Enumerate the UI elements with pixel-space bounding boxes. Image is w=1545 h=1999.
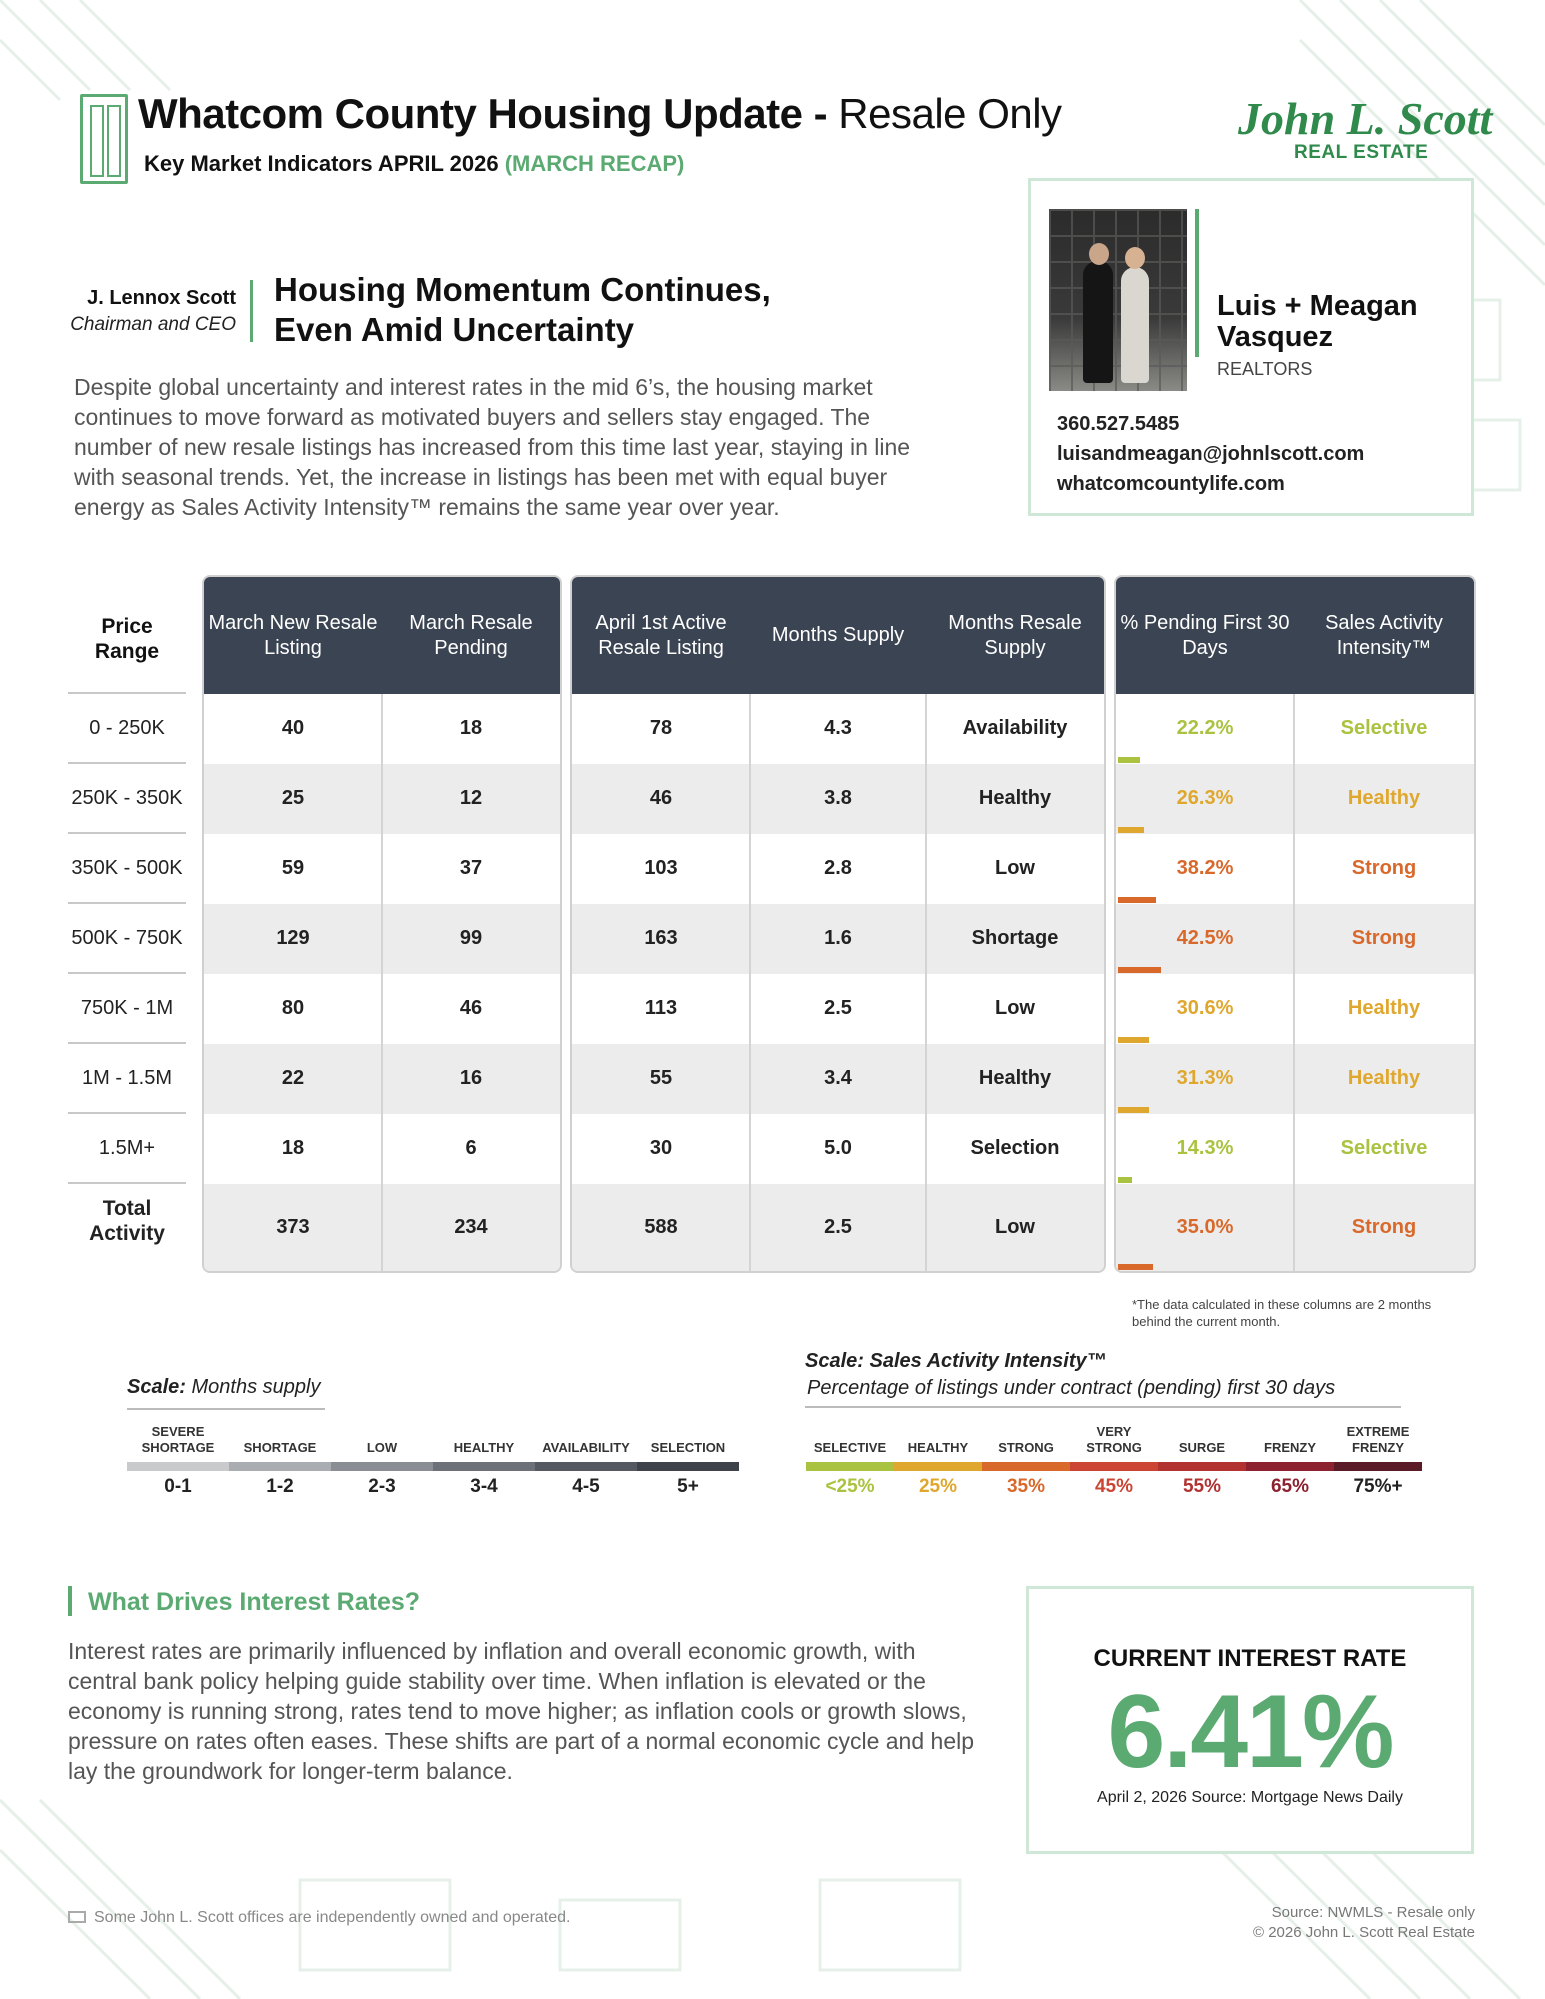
pending-cell: 18 bbox=[459, 717, 483, 739]
scale-segment bbox=[433, 1462, 535, 1471]
intensity-cell: Healthy bbox=[1347, 787, 1421, 809]
scale-segment bbox=[331, 1462, 433, 1471]
scale-value: 2-3 bbox=[368, 1476, 396, 1497]
column-divider bbox=[1293, 694, 1295, 1271]
listing-panel bbox=[204, 577, 560, 1271]
scale-segment bbox=[1070, 1462, 1158, 1471]
months-scale-title: Scale: Months supply bbox=[127, 1376, 321, 1398]
price-range-cell: 250K - 350K bbox=[71, 787, 183, 809]
months-supply-cell: 4.3 bbox=[824, 717, 852, 739]
agent-name: Luis + Meagan Vasquez bbox=[1217, 290, 1418, 353]
price-range-cell: Total Activity bbox=[89, 1197, 165, 1245]
active-listing-cell: 78 bbox=[649, 717, 673, 739]
scale-segment bbox=[637, 1462, 739, 1471]
scale-segment bbox=[806, 1462, 894, 1471]
new-listing-cell: 59 bbox=[281, 857, 305, 879]
supply-label-cell: Healthy bbox=[978, 787, 1052, 809]
scale-segment bbox=[127, 1462, 229, 1471]
months-supply-cell: 2.8 bbox=[824, 857, 852, 879]
new-listing-cell: 129 bbox=[276, 927, 310, 949]
intensity-cell: Selective bbox=[1340, 1137, 1428, 1159]
price-range-cell: 1.5M+ bbox=[98, 1137, 156, 1159]
scale-value: 0-1 bbox=[164, 1476, 192, 1497]
months-supply-cell: 2.5 bbox=[824, 997, 852, 1019]
scale-label: HEALTHY bbox=[907, 1440, 969, 1455]
new-listing-cell: 18 bbox=[281, 1137, 305, 1159]
home-icon bbox=[68, 1911, 86, 1923]
scale-value: 45% bbox=[1094, 1476, 1134, 1497]
row-divider bbox=[68, 1042, 186, 1044]
scale-label: LOW bbox=[366, 1440, 398, 1455]
scale-label: EXTREME FRENZY bbox=[1346, 1424, 1410, 1455]
new-listing-cell: 373 bbox=[276, 1216, 310, 1238]
header-new-listing: March New Resale Listing bbox=[208, 611, 378, 659]
rate-label: CURRENT INTEREST RATE bbox=[1093, 1645, 1407, 1672]
active-listing-cell: 163 bbox=[644, 927, 678, 949]
price-range-cell: 350K - 500K bbox=[71, 857, 183, 879]
row-divider bbox=[68, 972, 186, 974]
interest-heading: What Drives Interest Rates? bbox=[88, 1588, 421, 1616]
pct-pending-bar bbox=[1118, 1107, 1149, 1113]
pct-pending-bar bbox=[1118, 967, 1161, 973]
pending-cell: 46 bbox=[459, 997, 483, 1019]
row-divider bbox=[68, 832, 186, 834]
brand-subtitle: REAL ESTATE bbox=[1294, 142, 1429, 163]
supply-label-cell: Low bbox=[995, 857, 1035, 879]
page-subtitle: Key Market Indicators APRIL 2026 (MARCH RECAP) bbox=[144, 151, 685, 176]
intensity-panel bbox=[1116, 577, 1474, 1271]
page-title: Whatcom County Housing Update - Resale Only bbox=[138, 90, 1062, 137]
scale-label: SEVERE SHORTAGE bbox=[141, 1424, 215, 1455]
header-intensity: Sales Activity Intensity™ bbox=[1325, 611, 1443, 659]
supply-label-cell: Low bbox=[995, 997, 1035, 1019]
intensity-cell: Strong bbox=[1351, 927, 1417, 949]
active-listing-cell: 46 bbox=[649, 787, 673, 809]
pct-pending-cell: 42.5% bbox=[1176, 927, 1234, 949]
pct-pending-cell: 14.3% bbox=[1176, 1137, 1234, 1159]
new-listing-cell: 22 bbox=[281, 1067, 305, 1089]
scale-segment bbox=[1334, 1462, 1422, 1471]
price-range-header: Price Range bbox=[94, 615, 160, 663]
scale-value: <25% bbox=[825, 1476, 875, 1497]
scale-value: 5+ bbox=[677, 1476, 699, 1497]
pct-pending-cell: 35.0% bbox=[1176, 1216, 1234, 1238]
pending-cell: 6 bbox=[465, 1137, 477, 1159]
agent-card bbox=[1028, 178, 1474, 516]
pending-cell: 99 bbox=[459, 927, 483, 949]
pct-pending-bar bbox=[1118, 757, 1140, 763]
active-listing-cell: 588 bbox=[644, 1216, 678, 1238]
scale-segment bbox=[1246, 1462, 1334, 1471]
header-months-resale-supply: Months Resale Supply bbox=[948, 611, 1082, 659]
months-supply-cell: 5.0 bbox=[824, 1137, 852, 1159]
footer-source: Source: NWMLS - Resale only © 2026 John L. Scott Real Estate bbox=[1252, 1904, 1475, 1941]
scale-label: AVAILABILITY bbox=[542, 1440, 630, 1455]
rate-source: April 2, 2026 Source: Mortgage News Daily bbox=[1097, 1789, 1403, 1806]
scale-value: 55% bbox=[1182, 1476, 1222, 1497]
ceo-title: Chairman and CEO bbox=[70, 314, 236, 335]
new-listing-cell: 80 bbox=[281, 997, 305, 1019]
months-supply-cell: 3.4 bbox=[824, 1067, 852, 1089]
pct-pending-cell: 31.3% bbox=[1176, 1067, 1234, 1089]
pending-cell: 234 bbox=[454, 1216, 488, 1238]
scale-value: 3-4 bbox=[470, 1476, 498, 1497]
scale-label: HEALTHY bbox=[453, 1440, 515, 1455]
agent-role: REALTORS bbox=[1217, 359, 1313, 379]
scale-label: SHORTAGE bbox=[243, 1440, 317, 1455]
row-divider bbox=[68, 902, 186, 904]
scale-value: 4-5 bbox=[572, 1476, 600, 1497]
intensity-cell: Healthy bbox=[1347, 1067, 1421, 1089]
scale-value: 25% bbox=[918, 1476, 958, 1497]
intensity-cell: Strong bbox=[1351, 857, 1417, 879]
scale-value: 75%+ bbox=[1353, 1476, 1403, 1497]
logo-door-icon bbox=[80, 94, 128, 184]
price-range-cell: 1M - 1.5M bbox=[81, 1067, 173, 1089]
interest-rate-card bbox=[1026, 1586, 1474, 1854]
row-divider bbox=[68, 1182, 186, 1184]
pct-pending-cell: 26.3% bbox=[1176, 787, 1234, 809]
intensity-scale-title: Scale: Sales Activity Intensity™ bbox=[805, 1350, 1107, 1372]
price-range-cell: 750K - 1M bbox=[80, 997, 174, 1019]
header-pending: March Resale Pending bbox=[409, 611, 533, 659]
new-listing-cell: 25 bbox=[281, 787, 305, 809]
active-listing-cell: 55 bbox=[649, 1067, 673, 1089]
intensity-cell: Healthy bbox=[1347, 997, 1421, 1019]
pending-cell: 12 bbox=[459, 787, 483, 809]
new-listing-cell: 40 bbox=[281, 717, 305, 739]
rate-value: 6.41% bbox=[1107, 1674, 1393, 1790]
pct-pending-bar bbox=[1118, 1177, 1132, 1183]
scale-segment bbox=[535, 1462, 637, 1471]
scale-label: SELECTION bbox=[650, 1440, 726, 1455]
supply-panel bbox=[572, 577, 1104, 1271]
scale-label: SELECTIVE bbox=[813, 1440, 887, 1455]
footer-disclaimer: Some John L. Scott offices are independently owned and operated. bbox=[68, 1909, 570, 1927]
scale-label: STRONG bbox=[998, 1440, 1054, 1455]
header-pct-pending: % Pending First 30 Days bbox=[1120, 611, 1290, 659]
column-divider bbox=[381, 694, 383, 1271]
intensity-cell: Strong bbox=[1351, 1216, 1417, 1238]
header-months-supply: Months Supply bbox=[771, 624, 905, 646]
intensity-cell: Selective bbox=[1340, 717, 1428, 739]
supply-label-cell: Shortage bbox=[971, 927, 1059, 949]
scale-label: VERY STRONG bbox=[1086, 1424, 1142, 1455]
agent-phone[interactable]: 360.527.5485 bbox=[1057, 413, 1180, 435]
scale-segment bbox=[229, 1462, 331, 1471]
supply-label-cell: Availability bbox=[962, 717, 1068, 739]
scale-segment bbox=[1158, 1462, 1246, 1471]
pct-pending-cell: 38.2% bbox=[1176, 857, 1234, 879]
pct-pending-bar bbox=[1118, 897, 1156, 903]
scale-value: 35% bbox=[1006, 1476, 1046, 1497]
agent-photo bbox=[1049, 209, 1187, 391]
pct-pending-cell: 30.6% bbox=[1176, 997, 1234, 1019]
scale-segment bbox=[982, 1462, 1070, 1471]
table-footnote: *The data calculated in these columns are 2 months behind the current month. bbox=[1132, 1297, 1432, 1329]
pct-pending-cell: 22.2% bbox=[1176, 717, 1234, 739]
supply-label-cell: Healthy bbox=[978, 1067, 1052, 1089]
agent-email[interactable]: luisandmeagan@johnlscott.com bbox=[1057, 443, 1365, 465]
scale-label: SURGE bbox=[1178, 1440, 1226, 1455]
scale-label: FRENZY bbox=[1264, 1440, 1316, 1455]
row-divider bbox=[68, 692, 186, 694]
pct-pending-bar bbox=[1118, 1037, 1149, 1043]
row-divider bbox=[68, 762, 186, 764]
intensity-scale-subtitle: Percentage of listings under contract (pending) first 30 days bbox=[807, 1377, 1336, 1399]
interest-paragraph: Interest rates are primarily influenced by inflation and overall economic growth, with central bank policy helping guide stability over time. When inflation is elevated or the economy is running strong, rates tend to move higher; as inflation cools or growth slows, pressure on rates often eases. These shifts are part of a normal economic cycle and help lay the groundwork for longer-term balance. bbox=[68, 1638, 975, 1784]
scale-value: 1-2 bbox=[266, 1476, 294, 1497]
supply-label-cell: Low bbox=[995, 1216, 1035, 1238]
scale-value: 65% bbox=[1270, 1476, 1310, 1497]
active-listing-cell: 103 bbox=[644, 857, 678, 879]
headline: Housing Momentum Continues, Even Amid Uncertainty bbox=[274, 271, 771, 348]
supply-label-cell: Selection bbox=[970, 1137, 1060, 1159]
header-active-listing: April 1st Active Resale Listing bbox=[595, 611, 727, 659]
months-supply-cell: 2.5 bbox=[824, 1216, 852, 1238]
brand-logo: John L. Scott bbox=[1238, 93, 1493, 144]
months-supply-cell: 1.6 bbox=[824, 927, 852, 949]
row-divider bbox=[68, 1112, 186, 1114]
column-divider bbox=[749, 694, 751, 1271]
price-range-cell: 0 - 250K bbox=[89, 717, 165, 739]
column-divider bbox=[925, 694, 927, 1271]
ceo-name: J. Lennox Scott bbox=[87, 287, 236, 309]
active-listing-cell: 113 bbox=[644, 997, 678, 1019]
price-range-cell: 500K - 750K bbox=[71, 927, 183, 949]
pct-pending-bar bbox=[1118, 1264, 1153, 1270]
agent-website[interactable]: whatcomcountylife.com bbox=[1057, 473, 1285, 495]
pending-cell: 16 bbox=[459, 1067, 483, 1089]
active-listing-cell: 30 bbox=[649, 1137, 673, 1159]
intro-paragraph: Despite global uncertainty and interest rates in the mid 6’s, the housing market continues to move forward as motivated buyers and sellers stay engaged. The number of new resale listings has increased from this time last year, staying in line with seasonal trends. Yet, the increase in listings has been met with equal buyer energy as Sales Activity Intensity™ remains the same year over year. bbox=[74, 374, 911, 520]
scale-segment bbox=[894, 1462, 982, 1471]
pct-pending-bar bbox=[1118, 827, 1144, 833]
months-supply-cell: 3.8 bbox=[824, 787, 852, 809]
pending-cell: 37 bbox=[459, 857, 483, 879]
